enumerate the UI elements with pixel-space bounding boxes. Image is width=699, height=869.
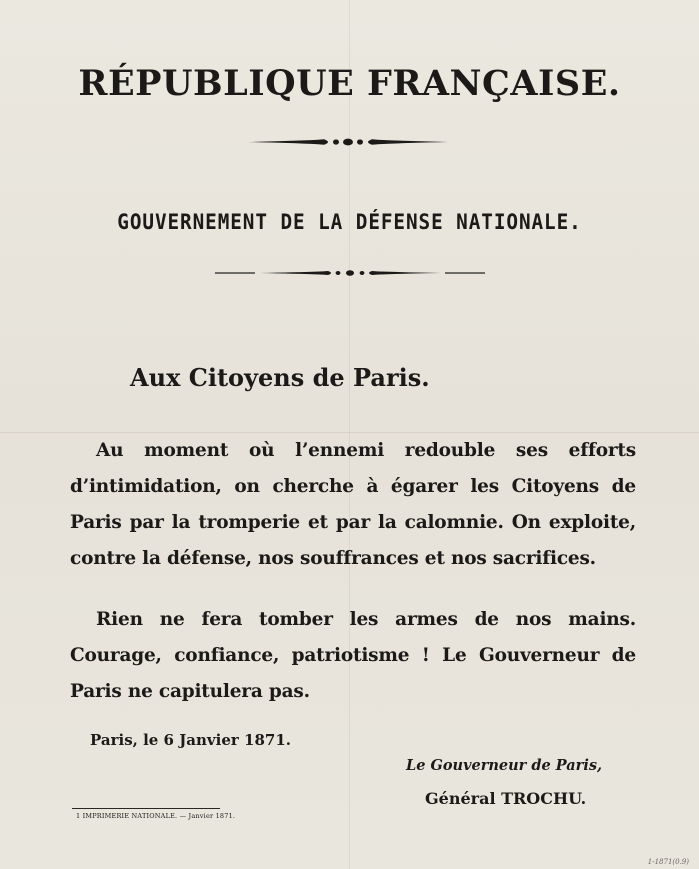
poster-title: RÉPUBLIQUE FRANÇAISE. <box>78 63 621 104</box>
ornamental-rule-bottom <box>215 268 485 278</box>
dateline: Paris, le 6 Janvier 1871. <box>90 731 291 749</box>
paragraph-2: Rien ne fera tomber les armes de nos mains. Courage, confiance, patriotisme ! Le Gouverneur de Paris ne capitulera pas. <box>70 609 636 702</box>
shelfmark: 1-1871(0.9) <box>647 858 689 866</box>
imprint-rule <box>72 808 220 809</box>
signature-name: Général TROCHU. <box>425 789 587 808</box>
ornamental-rule-top <box>248 136 448 148</box>
address-line: Aux Citoyens de Paris. <box>130 363 430 392</box>
government-heading: GOUVERNEMENT DE LA DÉFENSE NATIONALE. <box>117 210 582 234</box>
printer-imprint: 1 IMPRIMERIE NATIONALE. — Janvier 1871. <box>76 812 236 820</box>
signature-role: Le Gouverneur de Paris, <box>406 757 603 774</box>
paragraph-1: Au moment où l’ennemi redouble ses efforts d’intimidation, on cherche à égarer les Citoyens de Paris par la tromperie et par la calomnie. On exploite, contre la défense, nos souffrances et nos sacrifices. <box>70 440 636 569</box>
